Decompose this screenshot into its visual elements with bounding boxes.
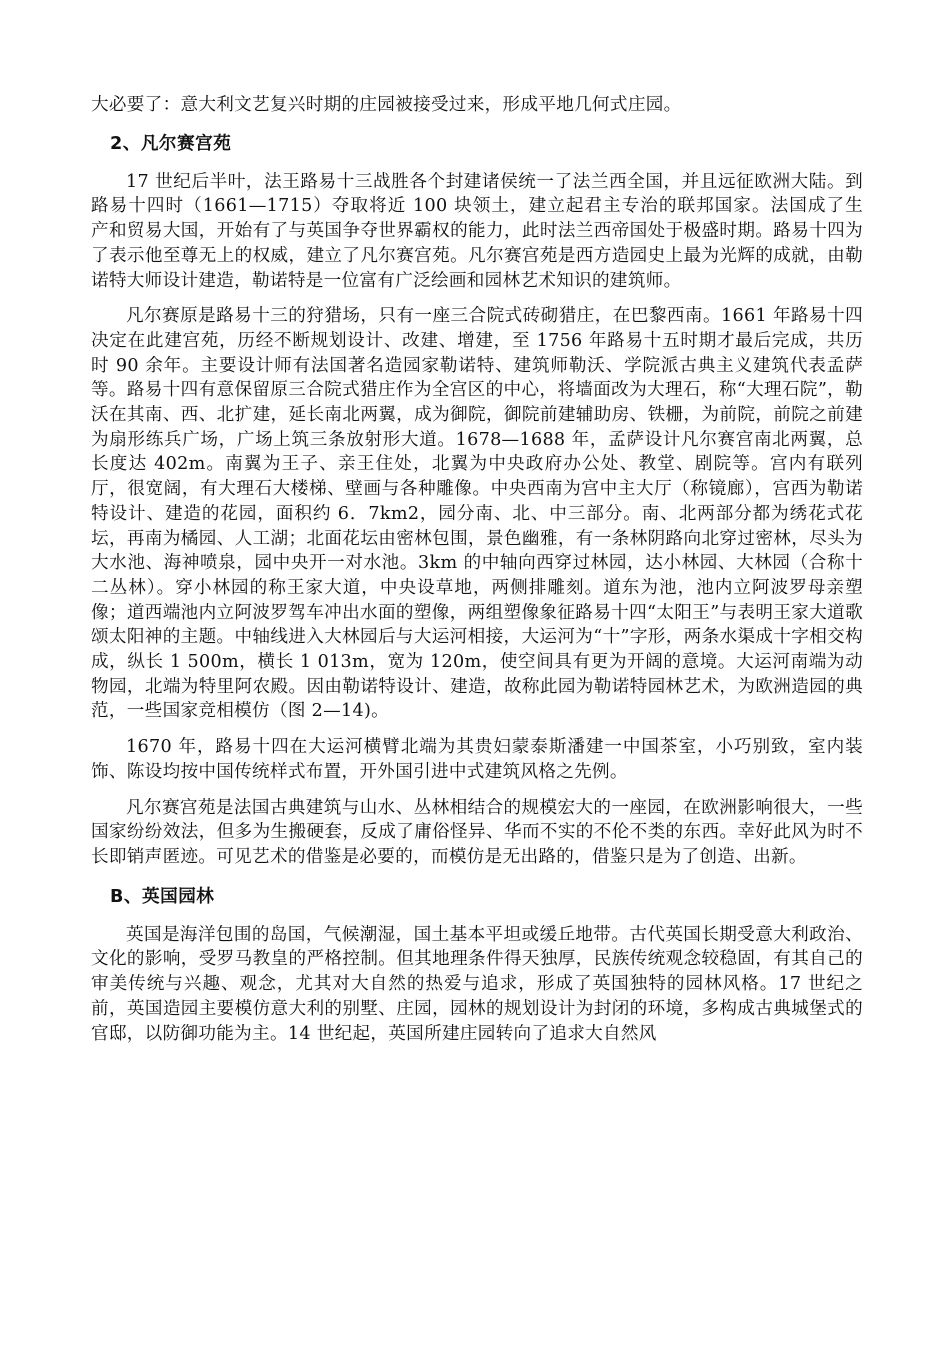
- paragraph-versailles-influence: 凡尔赛宫苑是法国古典建筑与山水、丛林相结合的规模宏大的一座园，在欧洲影响很大，一些国家纷纷效法，但多为生搬硬套，反成了庸俗怪异、华而不实的不伦不类的东西。幸好此风为时不长即销声匿迹。可见艺术的借鉴是必要的，而模仿是无出路的，借鉴只是为了创造、出新。: [91, 797, 863, 867]
- intro-fragment: 大必要了：意大利文艺复兴时期的庄园被接受过来，形成平地几何式庄园。: [91, 95, 682, 115]
- paragraph-versailles-layout: 凡尔赛原是路易十三的狩猎场，只有一座三合院式砖砌猎庄，在巴黎西南。1661 年路易十四决定在此建宫苑，历经不断规划设计、改建、增建，至 1756 年路易十五时期才最后完成，共历时 90 余年。主要设计师有法国著名造园家勒诺特、建筑师勒沃、学院派古典主义建筑代表孟萨等。路易十四有意保留原三合院式猎庄作为全宫区的中心，将墙面改为大理石，称“大理石院”，勒沃在其南、西、北扩建，延长南北两翼，成为御院，御院前建辅助房、铁栅，为前院，前院之前建为扇形练兵广场，广场上筑三条放射形大道。1678—1688 年，孟萨设计凡尔赛宫南北两翼，总长度达 402m。南翼为王子、亲王住处，北翼为中央政府办公处、教堂、剧院等。宫内有联列厅，很宽阔，有大理石大楼梯、壁画与各种雕像。中央西南为宫中主大厅（称镜廊），宫西为勒诺特设计、建造的花园，面积约 6．7km2，园分南、北、中三部分。南、北两部分都为绣花式花坛，再南为橘园、人工湖；北面花坛由密林包围，景色幽雅，有一条林阴路向北穿过密林，尽头为大水池、海神喷泉，园中央开一对水池。3km 的中轴向西穿过林园，达小林园、大林园（合称十二丛林）。穿小林园的称王家大道，中央设草地，两侧排雕刻。道东为池，池内立阿波罗母亲塑像；道西端池内立阿波罗驾车冲出水面的塑像，两组塑像象征路易十四“太阳王”与表明王家大道歌颂太阳神的主题。中轴线进入大林园后与大运河相接，大运河为“十”字形，两条水渠成十字相交构成，纵长 1 500m，横长 1 013m，宽为 120m，使空间具有更为开阔的意境。大运河南端为动物园，北端为特里阿农殿。因由勒诺特设计、建造，故称此园为勒诺特园林艺术，为欧洲造园的典范，一些国家竞相模仿（图 2—14)。: [91, 306, 863, 722]
- paragraph-versailles-history: 17 世纪后半叶，法王路易十三战胜各个封建诸侯统一了法兰西全国，并且远征欧洲大陆。到路易十四时（1661—1715）夺取将近 100 块领土，建立起君主专治的联邦国家。法国成了生 产和贸易大国，开始有了与英国争夺世界霸权的能力，此时法兰西帝国处于极盛时期。路易十四为了表示他至尊无上的权威，建立了凡尔赛宫苑。凡尔赛宫苑是西方造园史上最为光辉的成就，由勒诺特大师设计建造，勒诺特是一位富有广泛绘画和园林艺术知识的建筑师。: [91, 171, 881, 291]
- paragraph-english-gardens: 英国是海洋包围的岛国，气候潮湿，国土基本平坦或缓丘地带。古代英国长期受意大利政治、文化的影响，受罗马教皇的严格控制。但其地理条件得天独厚，民族传统观念较稳固，有其自己的审美传统与兴趣、观念，尤其对大自然的热爱与追求，形成了英国独特的园林风格。17 世纪之前，英国造园主要模仿意大利的别墅、庄园，园林的规划设计为封闭的环境，多构成古典城堡式的官邸，以防御功能为主。14 世纪起，英国所建庄园转向了追求大自然风: [91, 924, 863, 1044]
- section-heading-versailles: 2、凡尔赛宫苑: [110, 133, 232, 154]
- section-heading-english-gardens: B、英国园林: [110, 886, 215, 907]
- document-page: [91, 93, 881, 1046]
- paragraph-chinese-tea-room: 1670 年，路易十四在大运河横臂北端为其贵妇蒙泰斯潘建一中国茶室，小巧别致，室内装饰、陈设均按中国传统样式布置，开外国引进中式建筑风格之先例。: [91, 737, 863, 782]
